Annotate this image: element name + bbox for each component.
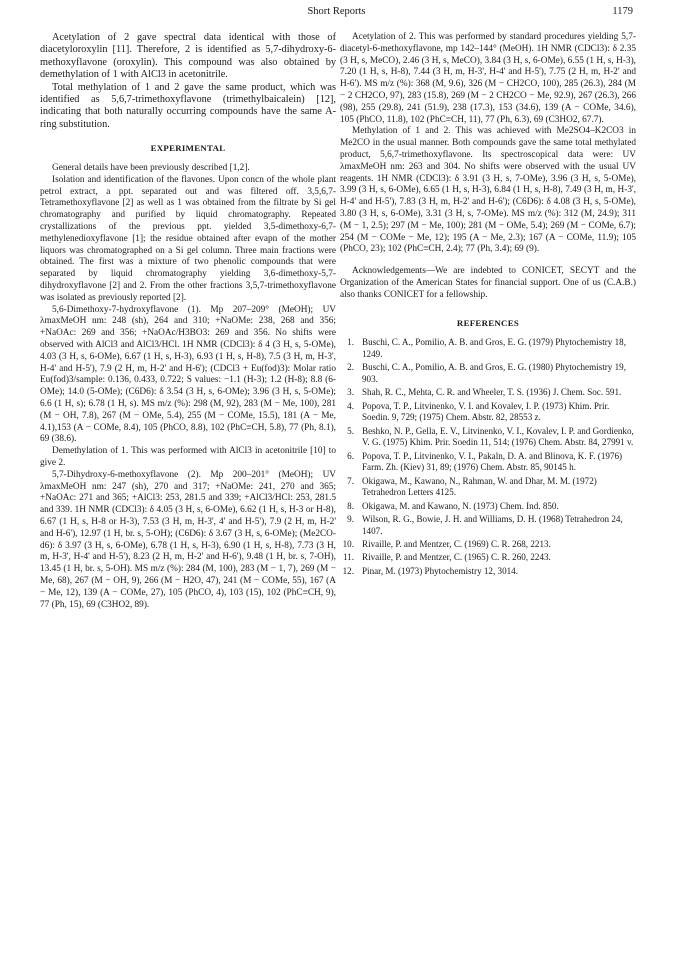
experimental-paragraph: Isolation and identification of the flavones. Upon concn of the whole plant petrol extract, a ppt. separated out and was filtered off. 3,5,6,7-Tetramethoxyflavone [2] as well as 1 was obtained from the filtrate by Si gel chromatography and purified by liquid chromatography. Repeated crystallizations of the previous ppt. yielded 3,5-dimethoxy-6,7-methylenedioxyflavone [1]; the residue obtained after evapn of the mother liquors was chromatographed on a Si gel column. Three main fractions were obtained. The first was a mixture of two phenolic compounds that were separated by liquid chromatography yielding 3,6-dimethoxy-5,7-dihydroxyflavone [2] and 2. From the other fractions 3,5,7-trimethoxyflavone was isolated as previously reported [2]. — [40, 174, 336, 303]
experimental-paragraph: 5,6-Dimethoxy-7-hydroxyflavone (1). Mp 207–209° (MeOH); UV λmaxMeOH nm: 248 (sh), 264 and 310; +NaOMe: 238, 268 and 356; +NaOAc: 269 and 356; +NaOAc/H3BO3: 269 and 356. No shifts were observed with AlCl3 and AlCl3/HCl. 1H NMR (CDCl3): δ 4 (3 H, s, 5-OMe), 4.03 (3 H, s, 6-OMe), 6.67 (1 H, s, H-3), 6.93 (1 H, s, H-8), 7.5 (3 H, m, H-3', H-4' and H-5'), 7.9 (2 H, m, H-2' and H-6'); (CDCl3 + Eu(fod)3): Molar ratio Eu(fod)3/sample: 0.136, 0.433, 0.722; S values: −1.1 (H-3); 1.2 (H-8); 8.8 (6-OMe); 14.0 (5-OMe); (C6D6): δ 3.54 (3 H, s, 6-OMe); 3.96 (3 H, s, 5-OMe); 6.6 (1 H, s); 6.78 (1 H, s). MS m/z (%): 298 (M, 92), 283 (M − Me, 100), 281 (M − OH, 7.8), 267 (M − OMe, 5.4), 255 (M − COMe, 15.5), 181 (A − Me, 4.1),153 (A − COMe, 8.4), 105 (PhCO, 8.8), 102 (PhC≡CH, 5.8), 77 (Ph, 8.1), 69 (38.6). — [40, 304, 336, 445]
reference-item — [340, 501, 636, 513]
reference-text: Shah, R. C., Mehta, C. R. and Wheeler, T. S. (1936) J. Chem. Soc. 591. — [362, 387, 622, 398]
reference-text: Rivaille, P. and Mentzer, C. (1965) C. R. 260, 2243. — [362, 552, 551, 563]
reference-text: Buschi, C. A., Pomilio, A. B. and Gros, E. G. (1979) Phytochemistry 18, 1249. — [362, 337, 626, 359]
reference-item — [340, 566, 636, 578]
reference-text: Rivaille, P. and Mentzer, C. (1969) C. R. 268, 2213. — [362, 539, 551, 549]
reference-text: Wilson, R. G., Bowie, J. H. and Williams, D. H. (1968) Tetrahedron 24, 1407. — [362, 514, 623, 536]
reference-number: 4. — [347, 400, 354, 411]
page-number: 1179 — [612, 6, 633, 17]
intro-paragraph: Total methylation of 1 and 2 gave the same product, which was identified as 5,6,7-trimethoxyflavone (trimethylbaicalein) [12], indicating that both naturally occurring compounds have the same A-ring substitution. — [40, 81, 336, 130]
intro-paragraph: Acetylation of 2 gave spectral data identical with those of diacetyloroxylin [11]. Therefore, 2 is identified as 5,7-dihydroxy-6-methoxyflavone (oroxylin). This compound was also obtained by demethylation of 1 with AlCl3 in acetonitrile. — [40, 32, 336, 81]
reference-item — [340, 552, 636, 564]
reference-item — [340, 539, 636, 551]
reference-list — [340, 337, 636, 577]
reference-text: Pinar, M. (1973) Phytochemistry 12, 3014. — [362, 565, 518, 576]
experimental-paragraph: Demethylation of 1. This was performed with AlCl3 in acetonitrile [10] to give 2. — [40, 446, 336, 468]
reference-text: Okigawa, M. and Kawano, N. (1973) Chem. Ind. 850. — [362, 500, 559, 511]
reference-number: 10. — [342, 539, 354, 549]
acetylation-paragraph: Acetylation of 2. This was performed by standard procedures yielding 5,7-diacetyl-6-methoxyflavone, mp 142–144° (MeOH). 1H NMR (CDCl3): δ 2.35 (3 H, s, MeCO), 2.46 (3 H, s, MeCO), 3.84 (3 H, s, 6-OMe), 6.55 (1 H, s, H-3), 7.20 (1 H, s, H-8), 7.44 (3 H, m, H-3', H-4' and H-5'), 7.75 (2 H, m, H-2' and H-6'). MS m/z (%): 368 (M, 9.6), 326 (M − CH2CO, 100), 285 (26.3), 284 (M − 2 CH2CO, 97), 283 (15.8), 269 (M − 2 CH2CO − Me, 92.9), 267 (26.3), 266 (98), 255 (29.8), 241 (51.9), 238 (17.3), 153 (34.6), 139 (A − COMe, 34.6), 105 (PhCO, 11.8), 102 (PhC≡CH, 11), 77 (Ph, 6.3), 69 (C3HO2, 67.7). — [340, 32, 636, 125]
references-heading: REFERENCES — [456, 317, 520, 328]
reference-number: 6. — [347, 450, 354, 461]
reference-text: Buschi, C. A., Pomilio, A. B. and Gros, E. G. (1980) Phytochemistry 19, 903. — [362, 362, 626, 384]
experimental-paragraph: 5,7-Dihydroxy-6-methoxyflavone (2). Mp 200–201° (MeOH); UV λmaxMeOH nm: 247 (sh), 270 and 317; +NaOMe: 241, 270 and 365; +NaOAc: 271 and 365; +AlCl3: 253, 281.5 and 339; +AlCl3/HCl: 253, 281.5 and 339. 1H NMR (CDCl3): δ 4.05 (3 H, s, 6-OMe), 6.62 (1 H, s, H-3 or H-8), 6.67 (1 H, s, H-8 or H-3), 7.53 (3 H, m, H-3', 4' and H-5'), 7.9 (2 H, m, H-2' and H-6'), 12.97 (1 H, br. s, 5-OH); (C6D6): δ 3.67 (3 H, s, 6-OMe); (Me2CO-d6): δ 3.97 (3 H, s, 6-OMe), 6.78 (1 H, s, H-3), 6.90 (1 H, s, H-8), 7.73 (3 H, m, H-3', H-4' and H-5'), 8.23 (2 H, m, H-2' and H-6'), 9.48 (1 H, br. s, 7-OH), 13.45 (1 H, br. s, 5-OH). MS m/z (%): 284 (M, 100), 283 (M − 1, 7), 269 (M − Me, 68), 267 (M − OH, 9), 266 (M − H2O, 47), 241 (M − COMe, 55), 167 (A − Me, 12), 139 (A − COMe, 27), 105 (PhCO, 4), 103 (15), 102 (PhC≡CH, 9), 77 (Ph, 15), 69 (C3HO2, 89). — [40, 469, 336, 610]
reference-item — [340, 451, 636, 474]
reference-number: 7. — [347, 475, 354, 486]
reference-number: 5. — [347, 425, 354, 436]
acknowledgements: Acknowledgements—We are indebted to CONICET, SECYT and the Organization of the American States for financial support. One of us (C.A.B.) also thanks CONICET for a fellowship. — [340, 266, 636, 300]
reference-item — [340, 476, 636, 499]
reference-text: Okigawa, M., Kawano, N., Rahman, W. and Dhar, M. M. (1972) Tetrahedron Letters 4125. — [362, 475, 597, 498]
reference-item — [340, 426, 636, 449]
reference-item — [340, 387, 636, 399]
reference-text: Beshko, N. P., Gella, E. V., Litvinenko, V. I., Kovalev, I. P. and Gordienko, V. G. (1975) Khim. Prir. Soedin 11, 514; (1976) Chem. Abstr. 84, 27991 v. — [362, 425, 634, 448]
reference-number: 11. — [342, 552, 354, 563]
reference-item — [340, 337, 636, 360]
reference-number: 1. — [347, 337, 354, 348]
reference-number: 3. — [347, 387, 354, 398]
experimental-paragraph: General details have been previously described [1,2]. — [52, 163, 250, 174]
methylation-paragraph: Methylation of 1 and 2. This was achieved with Me2SO4–K2CO3 in Me2CO in the usual manner. Both compounds gave the same total methylated product, 5,6,7-trimethoxyflavone. Its spectroscopical data were: UV λmaxMeOH nm: 263 and 304. No shifts were observed with the usual UV reagents. 1H NMR (CDCl3): δ 3.91 (3 H, s, 7-OMe), 3.96 (3 H, s, 5-OMe), 3.99 (3 H, s, 6-OMe), 6.65 (1 H, s, H-3), 6.84 (1 H, s, H-8), 7.49 (3 H, m, H-3', H-4' and H-5'), 7.83 (3 H, m, H-2' and H-6'); (C6D6): δ 4.08 (3 H, s, 5-OMe), 3.80 (3 H, s, 6-OMe), 3.31 (3 H, s, 7-OMe). MS m/z (%): 312 (M, 24.9); 311 (M − 1, 2.5); 297 (M − Me, 100); 281 (M − OMe, 5.4); 269 (M − COMe, 6.7); 254 (M − COMe − Me, 12); 195 (A − Me, 2.3); 167 (A − COMe, 11.9); 105 (PhCO, 23); 102 (PhC≡CH, 2.4); 77 (Ph, 3.4); 69 (9). — [340, 126, 636, 255]
reference-text: Popova, T. P., Litvinenko, V. I., Pakaln, D. A. and Blinova, K. F. (1976) Farm. Zh. (Kiev) 31, 89; (1976) Chem. Abstr. 85, 90145 h. — [362, 450, 623, 473]
experimental-heading: EXPERIMENTAL — [150, 143, 226, 154]
journal-section-title: Short Reports — [307, 6, 366, 17]
reference-number: 8. — [347, 500, 354, 511]
right-column — [340, 32, 636, 579]
left-column — [40, 32, 336, 611]
reference-text: Popova, T. P., Litvinenko, V. I. and Kovalev, I. P. (1973) Khim. Prir. Soedin. 9, 729; (1975) Chem. Abstr. 82, 28553 z. — [362, 400, 610, 423]
reference-number: 9. — [347, 514, 354, 525]
reference-item — [340, 401, 636, 424]
running-header — [40, 6, 633, 22]
reference-number: 12. — [342, 565, 354, 576]
reference-item — [340, 362, 636, 385]
reference-item — [340, 514, 636, 537]
reference-number: 2. — [347, 362, 354, 373]
